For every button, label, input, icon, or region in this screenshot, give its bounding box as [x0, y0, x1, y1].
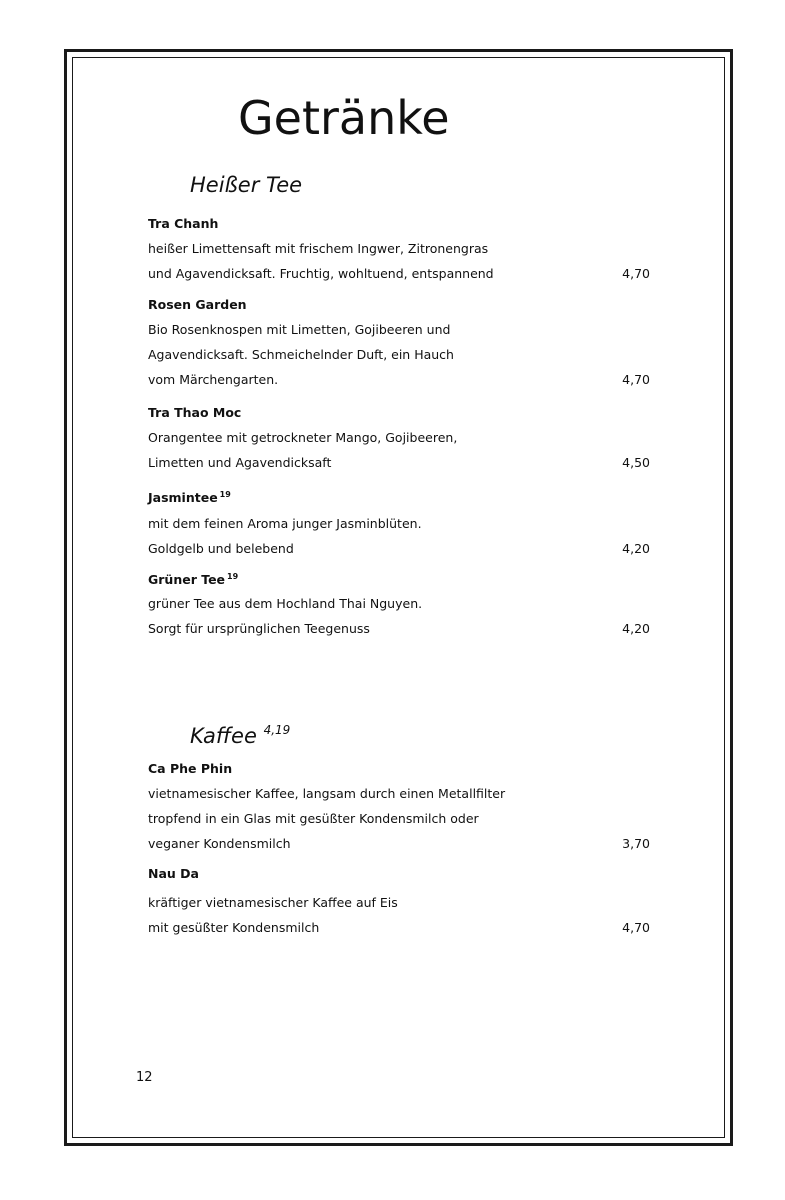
- item-description-line: Agavendicksaft. Schmeichelnder Duft, ein Hauch: [148, 347, 454, 362]
- item-price: 4,20: [622, 621, 650, 636]
- allergen-note: 19: [219, 490, 231, 499]
- section-heading-text: Heißer Tee: [190, 173, 303, 197]
- menu-item-tra-chanh: [148, 212, 650, 286]
- item-name: Nau Da: [148, 866, 199, 881]
- item-name: Tra Chanh: [148, 216, 219, 231]
- item-price: 4,20: [622, 541, 650, 556]
- menu-item-rosen-garden: [148, 293, 650, 392]
- menu-item-tra-thao-moc: [148, 401, 650, 475]
- item-name: Rosen Garden: [148, 297, 247, 312]
- item-price: 4,50: [622, 455, 650, 470]
- item-description-line: Goldgelb und belebend: [148, 541, 294, 556]
- item-description-line: Sorgt für ursprünglichen Teegenuss: [148, 621, 370, 636]
- item-description-line: mit dem feinen Aroma junger Jasminblüten.: [148, 516, 422, 531]
- section-heading-coffee: [190, 716, 290, 750]
- item-price: 4,70: [622, 266, 650, 281]
- page-title: Getränke: [238, 91, 450, 145]
- menu-item-gruener-tee: [148, 565, 650, 641]
- item-description-line: heißer Limettensaft mit frischem Ingwer, Zitronengras: [148, 241, 489, 256]
- item-price: 4,70: [622, 372, 650, 387]
- item-description-line: tropfend in ein Glas mit gesüßter Kondensmilch oder: [148, 811, 479, 826]
- allergen-note: 19: [227, 572, 239, 581]
- allergen-note: 4,19: [263, 723, 291, 737]
- menu-item-jasmintee: [148, 483, 650, 561]
- section-heading-tea: [190, 171, 302, 199]
- item-name: Tra Thao Moc: [148, 405, 242, 420]
- page-number: 12: [136, 1070, 153, 1085]
- item-description-line: grüner Tee aus dem Hochland Thai Nguyen.: [148, 596, 423, 611]
- item-description-line: vietnamesischer Kaffee, langsam durch einen Metallfilter: [148, 786, 506, 801]
- item-name: [148, 565, 650, 589]
- item-description-line: kräftiger vietnamesischer Kaffee auf Eis: [148, 895, 398, 910]
- item-description-line: veganer Kondensmilch: [148, 836, 291, 851]
- section-heading-text: Kaffee: [190, 724, 257, 748]
- item-price: 4,70: [622, 920, 650, 935]
- item-description-line: vom Märchengarten.: [148, 372, 279, 387]
- item-name-text: Jasmintee: [148, 490, 218, 505]
- menu-item-ca-phe-phin: [148, 757, 650, 856]
- item-description-line: mit gesüßter Kondensmilch: [148, 920, 320, 935]
- menu-item-nau-da: [148, 862, 650, 940]
- item-description-line: Limetten und Agavendicksaft: [148, 455, 332, 470]
- item-price: 3,70: [622, 836, 650, 851]
- item-name-text: Grüner Tee: [148, 572, 226, 587]
- item-description-line: und Agavendicksaft. Fruchtig, wohltuend, entspannend: [148, 266, 494, 281]
- item-name: [148, 483, 650, 507]
- item-name: Ca Phe Phin: [148, 761, 233, 776]
- item-description-line: Bio Rosenknospen mit Limetten, Gojibeeren und: [148, 322, 451, 337]
- item-description-line: Orangentee mit getrockneter Mango, Gojibeeren,: [148, 430, 458, 445]
